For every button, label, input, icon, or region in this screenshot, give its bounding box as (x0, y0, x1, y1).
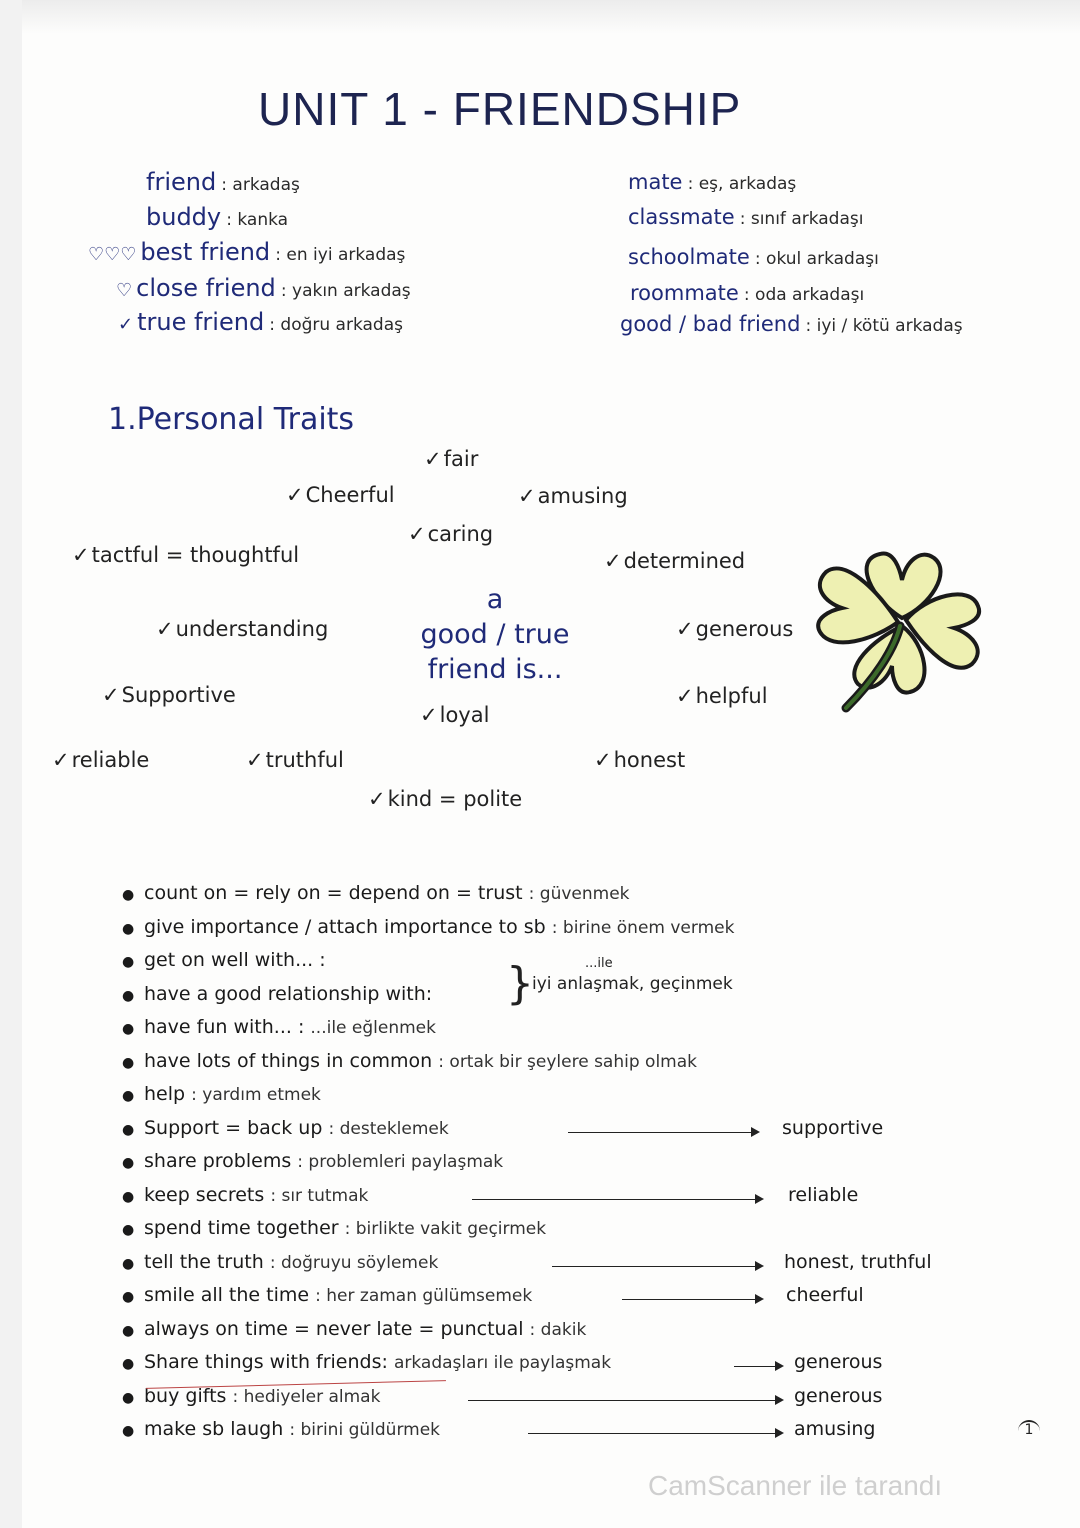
vocab-right-3: roommate : oda arkadaşı (630, 281, 865, 305)
brace-superscript: ...ile (585, 956, 613, 971)
vocab-left-0: friend : arkadaş (146, 168, 300, 196)
check-icon: ✓ (676, 684, 694, 708)
arrow-icon (528, 1433, 782, 1434)
traits-center-label: a good / true friend is... (420, 584, 570, 685)
trait-understanding: ✓understanding (156, 617, 329, 641)
check-icon: ✓ (72, 543, 90, 567)
vocab-right-2: schoolmate : okul arkadaşı (628, 245, 879, 269)
check-icon: ✓ (118, 314, 134, 335)
check-icon: ✓ (518, 484, 536, 508)
trait-helpful: ✓helpful (676, 684, 768, 708)
vocab-left-2: ♡♡♡ best friend : en iyi arkadaş (88, 238, 406, 266)
result-label: amusing (794, 1418, 876, 1440)
vocab-left-3: ♡ close friend : yakın arkadaş (116, 274, 411, 302)
arrow-icon (734, 1366, 782, 1367)
result-label: supportive (782, 1116, 884, 1139)
check-icon: ✓ (420, 703, 438, 727)
result-label: generous (794, 1351, 883, 1373)
arrow-icon (552, 1266, 762, 1267)
section-heading: 1.Personal Traits (108, 402, 355, 437)
scanner-watermark: CamScanner ile tarandı (648, 1470, 943, 1501)
result-label: reliable (788, 1183, 859, 1206)
list-item: ● tell the truth : doğruyu söylemek honest, truthful (122, 1250, 932, 1273)
list-item: ● share problems : problemleri paylaşmak (122, 1150, 504, 1172)
check-icon: ✓ (368, 787, 386, 811)
curly-brace: } (506, 958, 534, 1009)
heart-icon: ♡ (116, 280, 133, 301)
phrase-list (122, 882, 1022, 1452)
trait-generous: ✓generous (676, 617, 794, 641)
list-item: ● have fun with... : ...ile eğlenmek (122, 1016, 436, 1038)
list-item: ● have lots of things in common : ortak bir şeylere sahip olmak (122, 1049, 697, 1072)
check-icon: ✓ (102, 683, 120, 707)
list-item: ● get on well with... : (122, 949, 326, 971)
list-item: ● always on time = never late = punctual : dakik (122, 1317, 587, 1340)
list-item: ● have a good relationship with: (122, 982, 433, 1005)
hearts-icon: ♡♡♡ (88, 244, 137, 265)
check-icon: ✓ (246, 748, 264, 772)
trait-tactful: ✓tactful = thoughtful (72, 543, 300, 567)
trait-cheerful: ✓Cheerful (286, 483, 395, 507)
list-item: ● buy gifts : hediyeler almak generous (122, 1384, 883, 1407)
check-icon: ✓ (604, 549, 622, 573)
vocab-left-1: buddy : kanka (146, 203, 289, 231)
check-icon: ✓ (52, 748, 70, 772)
list-item: ● count on = rely on = depend on = trust : güvenmek (122, 882, 630, 904)
list-item: ● Support = back up : desteklemek supportive (122, 1116, 884, 1139)
vocab-right-4: good / bad friend : iyi / kötü arkadaş (620, 312, 963, 336)
check-icon: ✓ (676, 617, 694, 641)
trait-truthful: ✓truthful (246, 748, 344, 772)
check-icon: ✓ (594, 748, 612, 772)
vocab-left-4: ✓ true friend : doğru arkadaş (118, 308, 403, 336)
check-icon: ✓ (424, 447, 442, 471)
list-item: ● Share things with friends: arkadaşları ile paylaşmak generous (122, 1351, 883, 1373)
trait-fair: ✓fair (424, 447, 479, 471)
list-item: ● smile all the time : her zaman gülümsemek cheerful (122, 1284, 864, 1306)
arrow-icon (568, 1132, 758, 1133)
check-icon: ✓ (156, 617, 174, 641)
list-item: ● spend time together : birlikte vakit geçirmek (122, 1217, 547, 1239)
list-item: ● help : yardım etmek (122, 1083, 321, 1105)
vocab-right-1: classmate : sınıf arkadaşı (628, 205, 864, 229)
trait-supportive: ✓Supportive (102, 683, 236, 707)
scan-shadow-top (0, 0, 1080, 34)
trait-reliable: ✓reliable (52, 748, 150, 772)
vocab-right-0: mate : eş, arkadaş (628, 170, 797, 194)
check-icon: ✓ (286, 483, 304, 507)
trait-loyal: ✓loyal (420, 703, 490, 727)
page-number: 1 (1018, 1420, 1040, 1444)
result-label: honest, truthful (784, 1250, 932, 1273)
trait-amusing: ✓amusing (518, 484, 628, 508)
trait-determined: ✓determined (604, 549, 746, 573)
result-label: generous (794, 1384, 883, 1407)
check-icon: ✓ (408, 522, 426, 546)
arrow-icon (468, 1400, 782, 1401)
clover-icon (802, 540, 1002, 720)
scan-shadow-left (0, 0, 22, 1528)
trait-caring: ✓caring (408, 522, 494, 546)
arrow-icon (622, 1299, 762, 1300)
arrow-icon (472, 1199, 762, 1200)
list-item: ● make sb laugh : birini güldürmek amusing (122, 1418, 876, 1440)
trait-honest: ✓honest (594, 748, 686, 772)
list-item: ● keep secrets : sır tutmak reliable (122, 1183, 859, 1206)
page-title: UNIT 1 - FRIENDSHIP (258, 83, 742, 135)
list-item: ● give importance / attach importance to sb : birine önem vermek (122, 915, 735, 938)
brace-translation: iyi anlaşmak, geçinmek (532, 974, 733, 994)
trait-kind: ✓kind = polite (368, 787, 523, 811)
result-label: cheerful (786, 1284, 864, 1306)
